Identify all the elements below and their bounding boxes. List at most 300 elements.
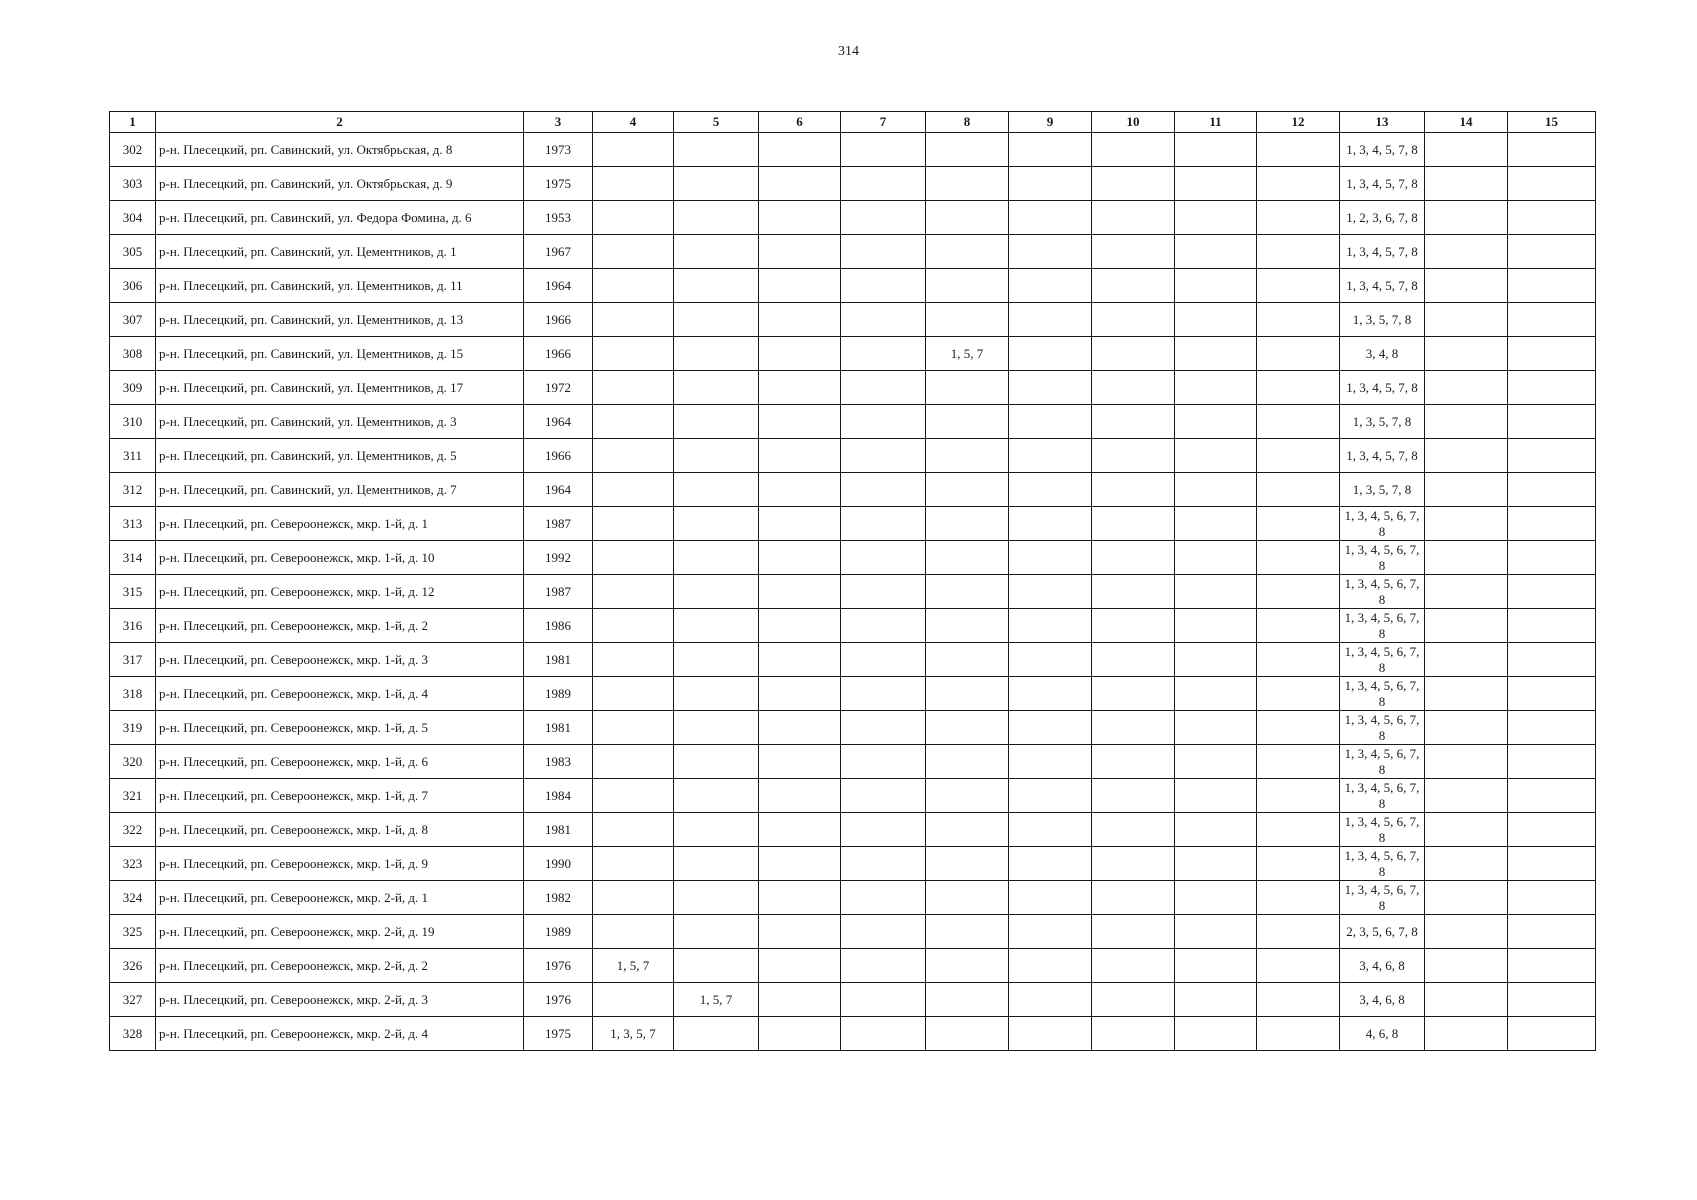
table-cell-col-9: [1009, 303, 1092, 337]
table-cell-col-11: [1175, 269, 1257, 303]
header-row: [110, 112, 1596, 133]
table-cell-col-11: [1175, 881, 1257, 915]
table-cell-col-10: [1092, 847, 1175, 881]
column-header-8: 8: [926, 112, 1009, 133]
table-cell-col-8: [926, 303, 1009, 337]
table-cell-col-3: 1989: [524, 677, 593, 711]
table-cell-col-10: [1092, 711, 1175, 745]
table-cell-col-5: [674, 779, 759, 813]
table-cell-col-8: [926, 609, 1009, 643]
table-cell-col-2: р-н. Плесецкий, рп. Савинский, ул. Цементников, д. 13: [156, 303, 524, 337]
table-cell-col-8: [926, 813, 1009, 847]
table-cell-col-2: р-н. Плесецкий, рп. Савинский, ул. Цементников, д. 5: [156, 439, 524, 473]
table-cell-col-12: [1257, 847, 1340, 881]
table-cell-col-15: [1508, 337, 1596, 371]
table-cell-col-3: 1953: [524, 201, 593, 235]
table-cell-col-2: р-н. Плесецкий, рп. Североонежск, мкр. 1-й, д. 1: [156, 507, 524, 541]
table-cell-col-4: [593, 643, 674, 677]
table-cell-col-2: р-н. Плесецкий, рп. Североонежск, мкр. 2-й, д. 1: [156, 881, 524, 915]
table-cell-col-10: [1092, 983, 1175, 1017]
table-cell-col-11: [1175, 133, 1257, 167]
table-cell-col-9: [1009, 201, 1092, 235]
table-cell-col-10: [1092, 473, 1175, 507]
table-cell-col-11: [1175, 303, 1257, 337]
table-row: [110, 541, 1596, 575]
table-cell-col-8: [926, 983, 1009, 1017]
table-cell-col-5: [674, 915, 759, 949]
table-cell-col-10: [1092, 133, 1175, 167]
table-cell-col-6: [759, 541, 841, 575]
table-cell-col-13: 1, 3, 4, 5, 6, 7, 8: [1340, 847, 1425, 881]
table-cell-col-12: [1257, 473, 1340, 507]
table-row: [110, 779, 1596, 813]
table-cell-col-5: [674, 881, 759, 915]
table-cell-col-8: [926, 1017, 1009, 1051]
table-cell-col-1: 323: [110, 847, 156, 881]
table-cell-col-2: р-н. Плесецкий, рп. Североонежск, мкр. 2-й, д. 4: [156, 1017, 524, 1051]
table-cell-col-5: [674, 473, 759, 507]
table-cell-col-11: [1175, 507, 1257, 541]
table-cell-col-9: [1009, 405, 1092, 439]
table-cell-col-4: [593, 915, 674, 949]
table-cell-col-12: [1257, 439, 1340, 473]
table-cell-col-2: р-н. Плесецкий, рп. Североонежск, мкр. 2-й, д. 3: [156, 983, 524, 1017]
table-cell-col-2: р-н. Плесецкий, рп. Савинский, ул. Федора Фомина, д. 6: [156, 201, 524, 235]
table-cell-col-2: р-н. Плесецкий, рп. Североонежск, мкр. 1-й, д. 10: [156, 541, 524, 575]
table-cell-col-2: р-н. Плесецкий, рп. Савинский, ул. Цементников, д. 3: [156, 405, 524, 439]
table-cell-col-12: [1257, 915, 1340, 949]
table-cell-col-6: [759, 881, 841, 915]
table-cell-col-15: [1508, 541, 1596, 575]
table-cell-col-9: [1009, 1017, 1092, 1051]
table-cell-col-10: [1092, 507, 1175, 541]
table-cell-col-3: 1976: [524, 983, 593, 1017]
table-cell-col-3: 1984: [524, 779, 593, 813]
table-cell-col-2: р-н. Плесецкий, рп. Савинский, ул. Цементников, д. 11: [156, 269, 524, 303]
table-cell-col-10: [1092, 303, 1175, 337]
table-row: [110, 235, 1596, 269]
table-cell-col-15: [1508, 609, 1596, 643]
table-cell-col-5: [674, 405, 759, 439]
table-cell-col-13: 1, 3, 4, 5, 6, 7, 8: [1340, 881, 1425, 915]
column-header-1: 1: [110, 112, 156, 133]
table-cell-col-8: 1, 5, 7: [926, 337, 1009, 371]
table-cell-col-14: [1425, 1017, 1508, 1051]
table-cell-col-4: [593, 847, 674, 881]
table-cell-col-7: [841, 269, 926, 303]
table-cell-col-3: 1982: [524, 881, 593, 915]
table-cell-col-6: [759, 983, 841, 1017]
table-cell-col-5: [674, 541, 759, 575]
table-cell-col-12: [1257, 575, 1340, 609]
table-cell-col-1: 328: [110, 1017, 156, 1051]
table-cell-col-5: [674, 677, 759, 711]
table-cell-col-11: [1175, 201, 1257, 235]
table-cell-col-11: [1175, 677, 1257, 711]
table-cell-col-7: [841, 983, 926, 1017]
table-cell-col-14: [1425, 813, 1508, 847]
table-cell-col-12: [1257, 337, 1340, 371]
table-cell-col-6: [759, 575, 841, 609]
table-cell-col-14: [1425, 337, 1508, 371]
table-cell-col-6: [759, 235, 841, 269]
table-cell-col-9: [1009, 439, 1092, 473]
table-cell-col-5: [674, 303, 759, 337]
table-cell-col-7: [841, 439, 926, 473]
table-row: [110, 677, 1596, 711]
table-cell-col-9: [1009, 949, 1092, 983]
table-cell-col-5: [674, 167, 759, 201]
table-cell-col-3: 1975: [524, 1017, 593, 1051]
table-cell-col-4: [593, 473, 674, 507]
table-cell-col-11: [1175, 235, 1257, 269]
table-cell-col-10: [1092, 643, 1175, 677]
table-cell-col-14: [1425, 609, 1508, 643]
table-cell-col-2: р-н. Плесецкий, рп. Савинский, ул. Цементников, д. 17: [156, 371, 524, 405]
table-cell-col-11: [1175, 371, 1257, 405]
column-header-7: 7: [841, 112, 926, 133]
table-cell-col-12: [1257, 269, 1340, 303]
table-row: [110, 1017, 1596, 1051]
table-cell-col-3: 1964: [524, 269, 593, 303]
table-cell-col-7: [841, 745, 926, 779]
table-cell-col-8: [926, 745, 1009, 779]
table-cell-col-15: [1508, 303, 1596, 337]
table-cell-col-6: [759, 337, 841, 371]
table-cell-col-13: 1, 3, 4, 5, 7, 8: [1340, 269, 1425, 303]
table-cell-col-14: [1425, 167, 1508, 201]
table-cell-col-10: [1092, 371, 1175, 405]
table-cell-col-11: [1175, 473, 1257, 507]
table-cell-col-11: [1175, 1017, 1257, 1051]
table-cell-col-6: [759, 813, 841, 847]
table-cell-col-7: [841, 813, 926, 847]
table-cell-col-2: р-н. Плесецкий, рп. Савинский, ул. Цементников, д. 7: [156, 473, 524, 507]
table-row: [110, 507, 1596, 541]
table-cell-col-9: [1009, 473, 1092, 507]
table-cell-col-3: 1964: [524, 473, 593, 507]
table-cell-col-4: [593, 167, 674, 201]
table-cell-col-3: 1987: [524, 507, 593, 541]
column-header-6: 6: [759, 112, 841, 133]
table-cell-col-2: р-н. Плесецкий, рп. Савинский, ул. Октябрьская, д. 8: [156, 133, 524, 167]
table-cell-col-3: 1981: [524, 813, 593, 847]
table-cell-col-12: [1257, 303, 1340, 337]
page-number: 314: [838, 44, 859, 59]
table-cell-col-12: [1257, 677, 1340, 711]
table-cell-col-1: 315: [110, 575, 156, 609]
table-cell-col-15: [1508, 201, 1596, 235]
table-cell-col-1: 319: [110, 711, 156, 745]
table-cell-col-11: [1175, 711, 1257, 745]
table-cell-col-13: 2, 3, 5, 6, 7, 8: [1340, 915, 1425, 949]
table-row: [110, 439, 1596, 473]
table-cell-col-3: 1981: [524, 711, 593, 745]
table-cell-col-13: 1, 3, 5, 7, 8: [1340, 303, 1425, 337]
table-cell-col-15: [1508, 167, 1596, 201]
table-cell-col-3: 1967: [524, 235, 593, 269]
table-cell-col-11: [1175, 847, 1257, 881]
table-cell-col-8: [926, 643, 1009, 677]
table-cell-col-8: [926, 167, 1009, 201]
table-cell-col-7: [841, 371, 926, 405]
table-cell-col-4: [593, 439, 674, 473]
table-row: [110, 337, 1596, 371]
table-cell-col-1: 313: [110, 507, 156, 541]
table-cell-col-9: [1009, 881, 1092, 915]
table-cell-col-7: [841, 949, 926, 983]
table-cell-col-10: [1092, 575, 1175, 609]
table-cell-col-1: 325: [110, 915, 156, 949]
table-cell-col-15: [1508, 949, 1596, 983]
table-cell-col-5: [674, 813, 759, 847]
table-cell-col-2: р-н. Плесецкий, рп. Североонежск, мкр. 1-й, д. 2: [156, 609, 524, 643]
table-cell-col-14: [1425, 745, 1508, 779]
table-cell-col-9: [1009, 371, 1092, 405]
table-cell-col-11: [1175, 745, 1257, 779]
table-cell-col-2: р-н. Плесецкий, рп. Североонежск, мкр. 2-й, д. 19: [156, 915, 524, 949]
table-cell-col-1: 324: [110, 881, 156, 915]
table-cell-col-4: [593, 133, 674, 167]
table-cell-col-10: [1092, 949, 1175, 983]
table-cell-col-9: [1009, 643, 1092, 677]
table-cell-col-4: [593, 983, 674, 1017]
table-cell-col-15: [1508, 473, 1596, 507]
table-cell-col-14: [1425, 983, 1508, 1017]
table-cell-col-8: [926, 235, 1009, 269]
table-cell-col-11: [1175, 609, 1257, 643]
table-cell-col-3: 1973: [524, 133, 593, 167]
table-cell-col-6: [759, 677, 841, 711]
table-cell-col-14: [1425, 915, 1508, 949]
table-cell-col-5: [674, 439, 759, 473]
table-cell-col-9: [1009, 575, 1092, 609]
table-cell-col-13: 1, 3, 5, 7, 8: [1340, 405, 1425, 439]
table-cell-col-4: [593, 677, 674, 711]
table-cell-col-13: 1, 3, 5, 7, 8: [1340, 473, 1425, 507]
table-cell-col-6: [759, 167, 841, 201]
table-cell-col-2: р-н. Плесецкий, рп. Североонежск, мкр. 1-й, д. 12: [156, 575, 524, 609]
table-cell-col-4: [593, 575, 674, 609]
table-cell-col-7: [841, 167, 926, 201]
table-cell-col-13: 1, 3, 4, 5, 6, 7, 8: [1340, 677, 1425, 711]
table-cell-col-13: 1, 3, 4, 5, 6, 7, 8: [1340, 609, 1425, 643]
table-cell-col-7: [841, 1017, 926, 1051]
table-cell-col-14: [1425, 779, 1508, 813]
table-cell-col-7: [841, 779, 926, 813]
table-cell-col-7: [841, 541, 926, 575]
table-cell-col-3: 1983: [524, 745, 593, 779]
table-cell-col-11: [1175, 337, 1257, 371]
table-cell-col-2: р-н. Плесецкий, рп. Савинский, ул. Цементников, д. 15: [156, 337, 524, 371]
table-cell-col-7: [841, 201, 926, 235]
table-row: [110, 983, 1596, 1017]
table-cell-col-7: [841, 473, 926, 507]
table-cell-col-7: [841, 609, 926, 643]
table-cell-col-5: [674, 337, 759, 371]
table-cell-col-14: [1425, 371, 1508, 405]
table-cell-col-12: [1257, 371, 1340, 405]
column-header-5: 5: [674, 112, 759, 133]
table-cell-col-15: [1508, 881, 1596, 915]
table-cell-col-13: 1, 3, 4, 5, 7, 8: [1340, 133, 1425, 167]
table-cell-col-14: [1425, 133, 1508, 167]
table-cell-col-8: [926, 847, 1009, 881]
table-cell-col-10: [1092, 439, 1175, 473]
table-cell-col-1: 317: [110, 643, 156, 677]
table-cell-col-2: р-н. Плесецкий, рп. Савинский, ул. Цементников, д. 1: [156, 235, 524, 269]
table-cell-col-5: [674, 847, 759, 881]
table-cell-col-4: [593, 303, 674, 337]
table-cell-col-4: 1, 3, 5, 7: [593, 1017, 674, 1051]
table-cell-col-1: 316: [110, 609, 156, 643]
table-cell-col-4: [593, 711, 674, 745]
table-cell-col-8: [926, 439, 1009, 473]
table-cell-col-4: [593, 609, 674, 643]
table-cell-col-2: р-н. Плесецкий, рп. Североонежск, мкр. 1-й, д. 9: [156, 847, 524, 881]
table-cell-col-1: 322: [110, 813, 156, 847]
table-cell-col-15: [1508, 847, 1596, 881]
table-cell-col-6: [759, 507, 841, 541]
column-header-12: 12: [1257, 112, 1340, 133]
table-cell-col-9: [1009, 133, 1092, 167]
table-cell-col-14: [1425, 439, 1508, 473]
table-cell-col-5: [674, 745, 759, 779]
table-cell-col-6: [759, 473, 841, 507]
table-cell-col-8: [926, 371, 1009, 405]
column-header-3: 3: [524, 112, 593, 133]
table-cell-col-3: 1981: [524, 643, 593, 677]
table-cell-col-13: 1, 3, 4, 5, 6, 7, 8: [1340, 745, 1425, 779]
table-cell-col-5: [674, 575, 759, 609]
housing-register-table: [109, 111, 1596, 1051]
table-row: [110, 201, 1596, 235]
table-row: [110, 269, 1596, 303]
table-cell-col-6: [759, 609, 841, 643]
table-cell-col-3: 1966: [524, 439, 593, 473]
table-cell-col-8: [926, 677, 1009, 711]
table-cell-col-4: 1, 5, 7: [593, 949, 674, 983]
table-cell-col-14: [1425, 269, 1508, 303]
table-cell-col-7: [841, 575, 926, 609]
table-cell-col-11: [1175, 541, 1257, 575]
table-cell-col-13: 4, 6, 8: [1340, 1017, 1425, 1051]
table-cell-col-9: [1009, 269, 1092, 303]
table-cell-col-10: [1092, 405, 1175, 439]
table-cell-col-7: [841, 677, 926, 711]
table-cell-col-1: 327: [110, 983, 156, 1017]
table-cell-col-5: [674, 201, 759, 235]
column-header-10: 10: [1092, 112, 1175, 133]
table-cell-col-9: [1009, 915, 1092, 949]
table-cell-col-3: 1989: [524, 915, 593, 949]
table-cell-col-6: [759, 745, 841, 779]
table-cell-col-10: [1092, 745, 1175, 779]
table-cell-col-5: [674, 133, 759, 167]
table-cell-col-13: 3, 4, 6, 8: [1340, 949, 1425, 983]
column-header-14: 14: [1425, 112, 1508, 133]
table-cell-col-8: [926, 779, 1009, 813]
table-cell-col-15: [1508, 133, 1596, 167]
table-cell-col-9: [1009, 235, 1092, 269]
table-cell-col-5: [674, 711, 759, 745]
table-cell-col-6: [759, 847, 841, 881]
table-cell-col-7: [841, 235, 926, 269]
table-cell-col-14: [1425, 881, 1508, 915]
table-row: [110, 915, 1596, 949]
table-cell-col-3: 1966: [524, 337, 593, 371]
column-header-11: 11: [1175, 112, 1257, 133]
table-cell-col-5: [674, 371, 759, 405]
table-cell-col-12: [1257, 643, 1340, 677]
table-cell-col-11: [1175, 405, 1257, 439]
table-cell-col-10: [1092, 269, 1175, 303]
table-cell-col-10: [1092, 609, 1175, 643]
table-cell-col-1: 309: [110, 371, 156, 405]
table-row: [110, 609, 1596, 643]
table-cell-col-15: [1508, 1017, 1596, 1051]
table-cell-col-12: [1257, 949, 1340, 983]
column-header-9: 9: [1009, 112, 1092, 133]
table-cell-col-12: [1257, 507, 1340, 541]
table-cell-col-7: [841, 133, 926, 167]
table-cell-col-12: [1257, 1017, 1340, 1051]
table-cell-col-15: [1508, 575, 1596, 609]
table-cell-col-9: [1009, 847, 1092, 881]
table-cell-col-6: [759, 201, 841, 235]
table-row: [110, 575, 1596, 609]
table-cell-col-11: [1175, 167, 1257, 201]
table-cell-col-3: 1976: [524, 949, 593, 983]
table-cell-col-10: [1092, 1017, 1175, 1051]
table-cell-col-2: р-н. Плесецкий, рп. Североонежск, мкр. 1-й, д. 7: [156, 779, 524, 813]
table-cell-col-4: [593, 405, 674, 439]
table-cell-col-9: [1009, 745, 1092, 779]
table-cell-col-13: 1, 3, 4, 5, 6, 7, 8: [1340, 643, 1425, 677]
table-cell-col-10: [1092, 813, 1175, 847]
table-cell-col-13: 1, 3, 4, 5, 6, 7, 8: [1340, 507, 1425, 541]
table-row: [110, 745, 1596, 779]
table-cell-col-5: [674, 643, 759, 677]
table-cell-col-13: 1, 3, 4, 5, 7, 8: [1340, 439, 1425, 473]
table-cell-col-12: [1257, 711, 1340, 745]
table-cell-col-15: [1508, 405, 1596, 439]
table-cell-col-4: [593, 541, 674, 575]
table-cell-col-14: [1425, 303, 1508, 337]
table-cell-col-1: 314: [110, 541, 156, 575]
table-cell-col-15: [1508, 643, 1596, 677]
table-cell-col-3: 1972: [524, 371, 593, 405]
table-cell-col-3: 1987: [524, 575, 593, 609]
table-cell-col-8: [926, 201, 1009, 235]
table-cell-col-14: [1425, 677, 1508, 711]
table-cell-col-6: [759, 711, 841, 745]
table-cell-col-13: 3, 4, 6, 8: [1340, 983, 1425, 1017]
table-cell-col-13: 3, 4, 8: [1340, 337, 1425, 371]
table-cell-col-12: [1257, 235, 1340, 269]
table-cell-col-6: [759, 371, 841, 405]
table-cell-col-9: [1009, 507, 1092, 541]
table-cell-col-7: [841, 915, 926, 949]
table-cell-col-7: [841, 337, 926, 371]
table-cell-col-3: 1964: [524, 405, 593, 439]
table-cell-col-12: [1257, 133, 1340, 167]
table-cell-col-14: [1425, 847, 1508, 881]
table-cell-col-2: р-н. Плесецкий, рп. Савинский, ул. Октябрьская, д. 9: [156, 167, 524, 201]
table-row: [110, 371, 1596, 405]
table-cell-col-13: 1, 3, 4, 5, 7, 8: [1340, 371, 1425, 405]
table-row: [110, 303, 1596, 337]
